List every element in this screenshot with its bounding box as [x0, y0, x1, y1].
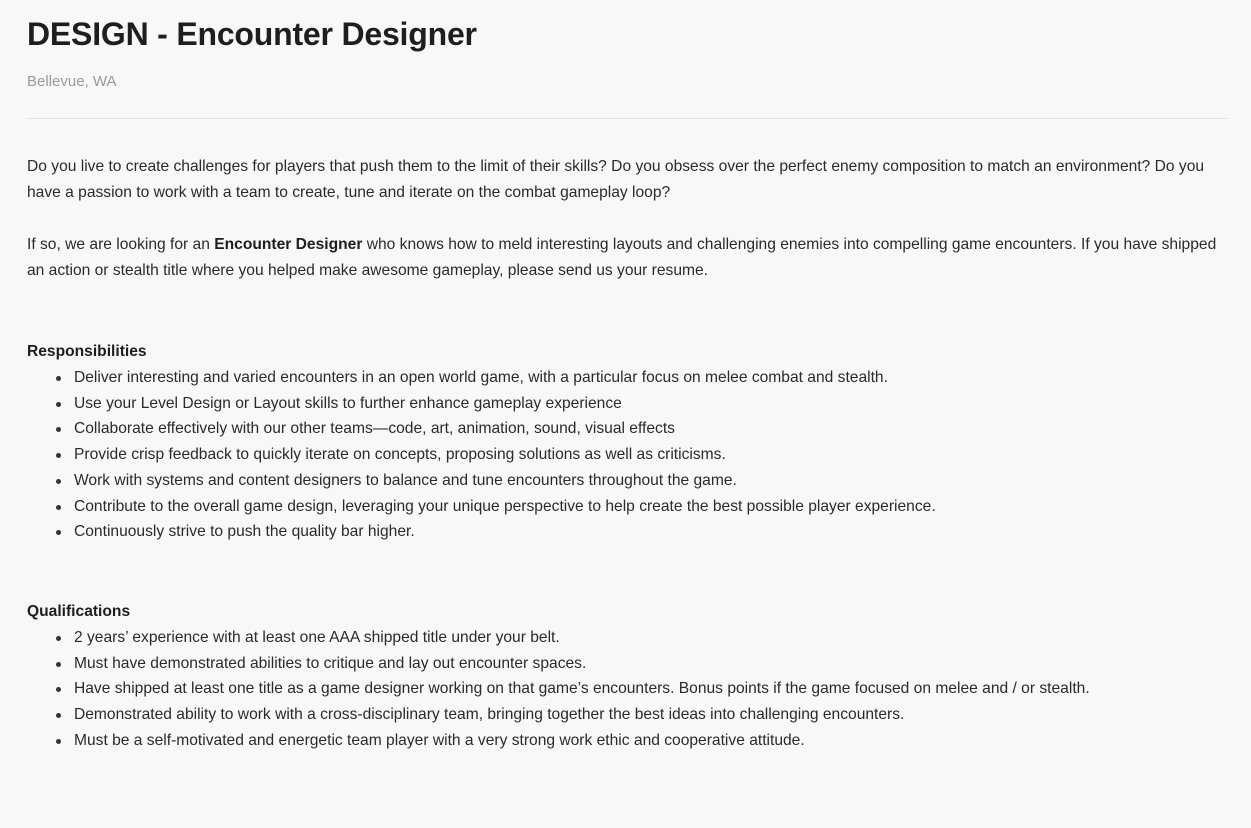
list-item-text: 2 years’ experience with at least one AAA shipped title under your belt. [74, 628, 560, 646]
bullet-icon [56, 402, 61, 407]
list-item-text: Use your Level Design or Layout skills to further enhance gameplay experience [74, 394, 622, 412]
intro-paragraph-2-rest: who knows how to meld interesting layouts and challenging enemies into compelling game encounters. If you have shipped an action or stealth title where you helped make awesome gameplay, please send us your resume. [27, 236, 1217, 279]
list-item [27, 519, 1227, 545]
bullet-icon [56, 427, 61, 432]
list-item-text: Demonstrated ability to work with a cross-disciplinary team, bringing together the best ideas into challenging encounters. [74, 706, 905, 724]
qualifications-heading: Qualifications [27, 602, 131, 620]
list-item-text: Work with systems and content designers to balance and tune encounters throughout the game. [74, 471, 737, 489]
list-item-text: Must be a self-motivated and energetic team player with a very strong work ethic and cooperative attitude. [74, 731, 805, 749]
list-item-text: Collaborate effectively with our other teams—code, art, animation, sound, visual effects [74, 420, 675, 438]
responsibilities-heading: Responsibilities [27, 343, 147, 360]
list-item [27, 702, 1227, 728]
list-item [27, 365, 1227, 391]
list-item [27, 442, 1227, 468]
list-item [27, 676, 1227, 702]
list-item-text: Have shipped at least one title as a game designer working on that game’s encounters. Bonus points if the game focused on melee and / or stealth. [74, 680, 1090, 698]
bullet-icon [56, 662, 61, 667]
list-item [27, 391, 1227, 417]
qualifications-list [27, 625, 1227, 754]
bullet-icon [56, 376, 61, 381]
intro-paragraph-2-lead: If so, we are looking for an [27, 236, 215, 253]
list-item [27, 625, 1227, 651]
job-posting [27, 0, 1227, 753]
job-intro [27, 154, 1227, 284]
divider [27, 118, 1227, 119]
job-location: Bellevue, WA [27, 73, 117, 90]
list-item [27, 494, 1227, 520]
bullet-icon [56, 687, 61, 692]
bullet-icon [56, 530, 61, 535]
list-item [27, 416, 1227, 442]
intro-paragraph-2 [27, 232, 1227, 284]
bullet-icon [56, 636, 61, 641]
list-item-text: Must have demonstrated abilities to critique and lay out encounter spaces. [74, 654, 587, 672]
list-item-text: Continuously strive to push the quality bar higher. [74, 523, 415, 541]
bullet-icon [56, 739, 61, 744]
bullet-icon [56, 453, 61, 458]
intro-paragraph-1: Do you live to create challenges for players that push them to the limit of their skills? Do you obsess over the perfect enemy composition to match an environment? Do you have a passion to work with a team to create, tune and iterate on the combat gameplay loop? [27, 158, 1205, 201]
list-item [27, 651, 1227, 677]
list-item [27, 468, 1227, 494]
list-item-text: Deliver interesting and varied encounters in an open world game, with a particular focus on melee combat and stealth. [74, 369, 888, 386]
bullet-icon [56, 713, 61, 718]
bullet-icon [56, 479, 61, 484]
responsibilities-list [27, 365, 1227, 545]
role-name-emphasis: Encounter Designer [214, 236, 363, 253]
list-item [27, 728, 1227, 754]
bullet-icon [56, 505, 61, 510]
list-item-text: Contribute to the overall game design, leveraging your unique perspective to help create the best possible player experience. [74, 497, 936, 515]
list-item-text: Provide crisp feedback to quickly iterate on concepts, proposing solutions as well as criticisms. [74, 446, 726, 464]
page-title: DESIGN - Encounter Designer [27, 16, 477, 52]
